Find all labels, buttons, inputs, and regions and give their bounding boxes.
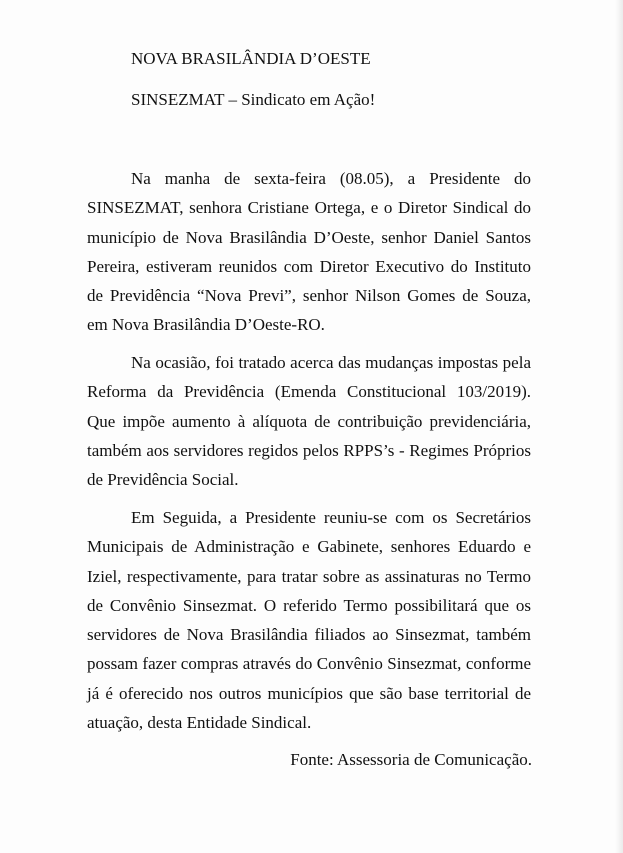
- page-edge-shadow: [615, 0, 623, 853]
- paragraph-meeting: Na manha de sexta-feira (08.05), a Presidente do SINSEZMAT, senhora Cristiane Ortega, e o Diretor Sindical do município de Nova Brasilândia D’Oeste, senhor Daniel Santos Pereira, estiveram reunidos com Diretor Executivo do Instituto de Previdência “Nova Previ”, senhor Nilson Gomes de Souza, em Nova Brasilândia D’Oeste-RO.: [87, 169, 531, 335]
- paragraph-agreement: Em Seguida, a Presidente reuniu-se com os Secretários Municipais de Administração e Gabinete, senhores Eduardo e Iziel, respectivamente, para tratar sobre as assinaturas no Termo de Convênio Sinsezmat. O referido Termo possibilitará que os servidores de Nova Brasilândia filiados ao Sinsezmat, também possam fazer compras através do Convênio Sinsezmat, conforme já é oferecido nos outros municípios que são base territorial de atuação, desta Entidade Sindical.: [87, 508, 531, 733]
- heading-city: NOVA BRASILÂNDIA D’OESTE: [131, 49, 371, 68]
- source-credit: Fonte: Assessoria de Comunicação.: [290, 750, 532, 769]
- heading-title: SINSEZMAT – Sindicato em Ação!: [131, 90, 376, 109]
- paragraph-reform: Na ocasião, foi tratado acerca das mudanças impostas pela Reforma da Previdência (Emenda Constitucional 103/2019). Que impõe aumento à alíquota de contribuição previdenciária, também aos servidores regidos pelos RPPS’s - Regimes Próprios de Previdência Social.: [87, 353, 531, 490]
